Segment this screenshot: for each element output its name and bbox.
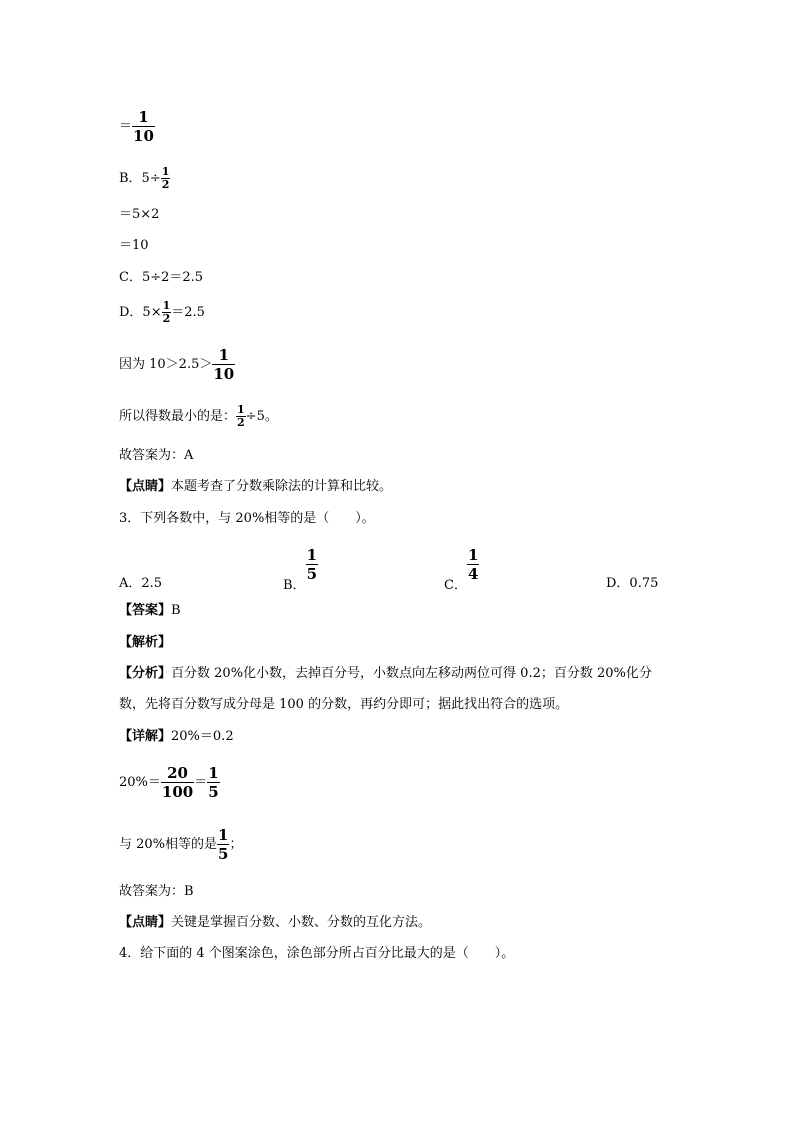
option-d-line bbox=[119, 300, 205, 325]
denominator: 5 bbox=[218, 845, 229, 863]
equal-suffix: ； bbox=[229, 837, 243, 852]
answer-tag: 【答案】 bbox=[119, 603, 172, 618]
fraction-one-fifth bbox=[306, 546, 318, 583]
answer-value: B bbox=[171, 603, 181, 618]
fraction-half bbox=[161, 166, 171, 191]
fraction-one-fourth bbox=[467, 546, 479, 583]
point-text: 关键是掌握百分数、小数、分数的互化方法。 bbox=[171, 915, 432, 930]
point-tag: 【点睛】 bbox=[119, 479, 172, 494]
xiangjie-tag: 【详解】 bbox=[119, 729, 172, 744]
option-b-step2: ＝5×2 bbox=[119, 207, 160, 222]
option-c-line: C．5÷2＝2.5 bbox=[119, 270, 204, 285]
question-4: 4．给下面的 4 个图案涂色，涂色部分所占百分比最大的是（ ）。 bbox=[119, 946, 515, 961]
conclusion-prefix: 所以得数最小的是： bbox=[119, 409, 237, 424]
fenxi-tag: 【分析】 bbox=[119, 666, 172, 681]
option-label: C． bbox=[444, 578, 467, 593]
fraction-half bbox=[236, 404, 246, 429]
fenxi-line-1 bbox=[119, 666, 652, 682]
equal-prefix: 与 20%相等的是 bbox=[119, 837, 218, 852]
option-d-prefix: D．5× bbox=[119, 305, 162, 320]
xiangjie-line bbox=[119, 729, 234, 745]
denominator: 2 bbox=[237, 416, 245, 429]
fenxi-line-2: 数，先将百分数写成分母是 100 的分数，再约分即可；据此找出符合的选项。 bbox=[119, 697, 569, 712]
answer-tag-line bbox=[119, 603, 181, 619]
denominator: 10 bbox=[213, 365, 235, 383]
numerator: 1 bbox=[162, 299, 171, 312]
option-b-line bbox=[119, 166, 170, 191]
denominator: 100 bbox=[161, 783, 194, 801]
q3-option-b bbox=[283, 546, 318, 593]
fenxi-text-1: 百分数 20%化小数，去掉百分号，小数点向左移动两位可得 0.2；百分数 20%化分 bbox=[171, 666, 652, 681]
option-b-prefix: B．5÷ bbox=[119, 171, 161, 186]
equals-sign: ＝ bbox=[119, 119, 133, 134]
point-text: 本题考查了分数乘除法的计算和比较。 bbox=[171, 479, 393, 494]
eq-prefix: 20%＝ bbox=[119, 775, 161, 790]
answer-line-1: 故答案为：A bbox=[119, 448, 194, 463]
option-d-suffix: ＝2.5 bbox=[171, 305, 205, 320]
line-eq-tenth bbox=[119, 108, 155, 145]
option-b-step3: ＝10 bbox=[119, 238, 149, 253]
fraction-one-tenth bbox=[132, 108, 155, 145]
denominator: 5 bbox=[306, 565, 317, 583]
numerator: 1 bbox=[237, 403, 245, 416]
conclusion-line bbox=[119, 404, 278, 429]
q3-option-a: A．2.5 bbox=[119, 576, 163, 591]
equal-to-line bbox=[119, 826, 242, 863]
fraction-one-fifth bbox=[207, 764, 219, 801]
conclusion-suffix: ÷5。 bbox=[245, 409, 278, 424]
answer-line-2: 故答案为：B bbox=[119, 884, 194, 899]
numerator: 20 bbox=[167, 764, 188, 782]
numerator: 1 bbox=[138, 108, 149, 126]
fraction-one-fifth bbox=[217, 826, 229, 863]
because-prefix: 因为 10＞2.5＞ bbox=[119, 357, 213, 372]
q3-option-d: D．0.75 bbox=[606, 576, 659, 591]
point-line-2 bbox=[119, 915, 431, 931]
denominator: 5 bbox=[208, 783, 219, 801]
analysis-heading: 【解析】 bbox=[119, 635, 172, 650]
numerator: 1 bbox=[208, 764, 219, 782]
denominator: 4 bbox=[467, 565, 479, 583]
because-line bbox=[119, 346, 235, 383]
xiangjie-text: 20%＝0.2 bbox=[171, 729, 234, 744]
option-label: B． bbox=[283, 578, 306, 593]
point-tag: 【点睛】 bbox=[119, 915, 172, 930]
denominator: 2 bbox=[162, 312, 171, 325]
percent-fraction-eq bbox=[119, 764, 220, 801]
question-3: 3．下列各数中，与 20%相等的是（ ）。 bbox=[119, 511, 375, 526]
q3-option-c bbox=[444, 546, 479, 593]
numerator: 1 bbox=[218, 346, 230, 364]
point-line-1 bbox=[119, 479, 392, 495]
numerator: 1 bbox=[306, 546, 317, 564]
eq-mid: ＝ bbox=[194, 775, 208, 790]
numerator: 1 bbox=[161, 165, 170, 178]
numerator: 1 bbox=[218, 826, 229, 844]
fraction-one-tenth bbox=[212, 346, 235, 383]
fraction-half bbox=[162, 300, 172, 325]
numerator: 1 bbox=[467, 546, 479, 564]
denominator: 10 bbox=[133, 127, 154, 145]
fraction-twenty-hundred bbox=[161, 764, 194, 801]
denominator: 2 bbox=[161, 178, 170, 191]
